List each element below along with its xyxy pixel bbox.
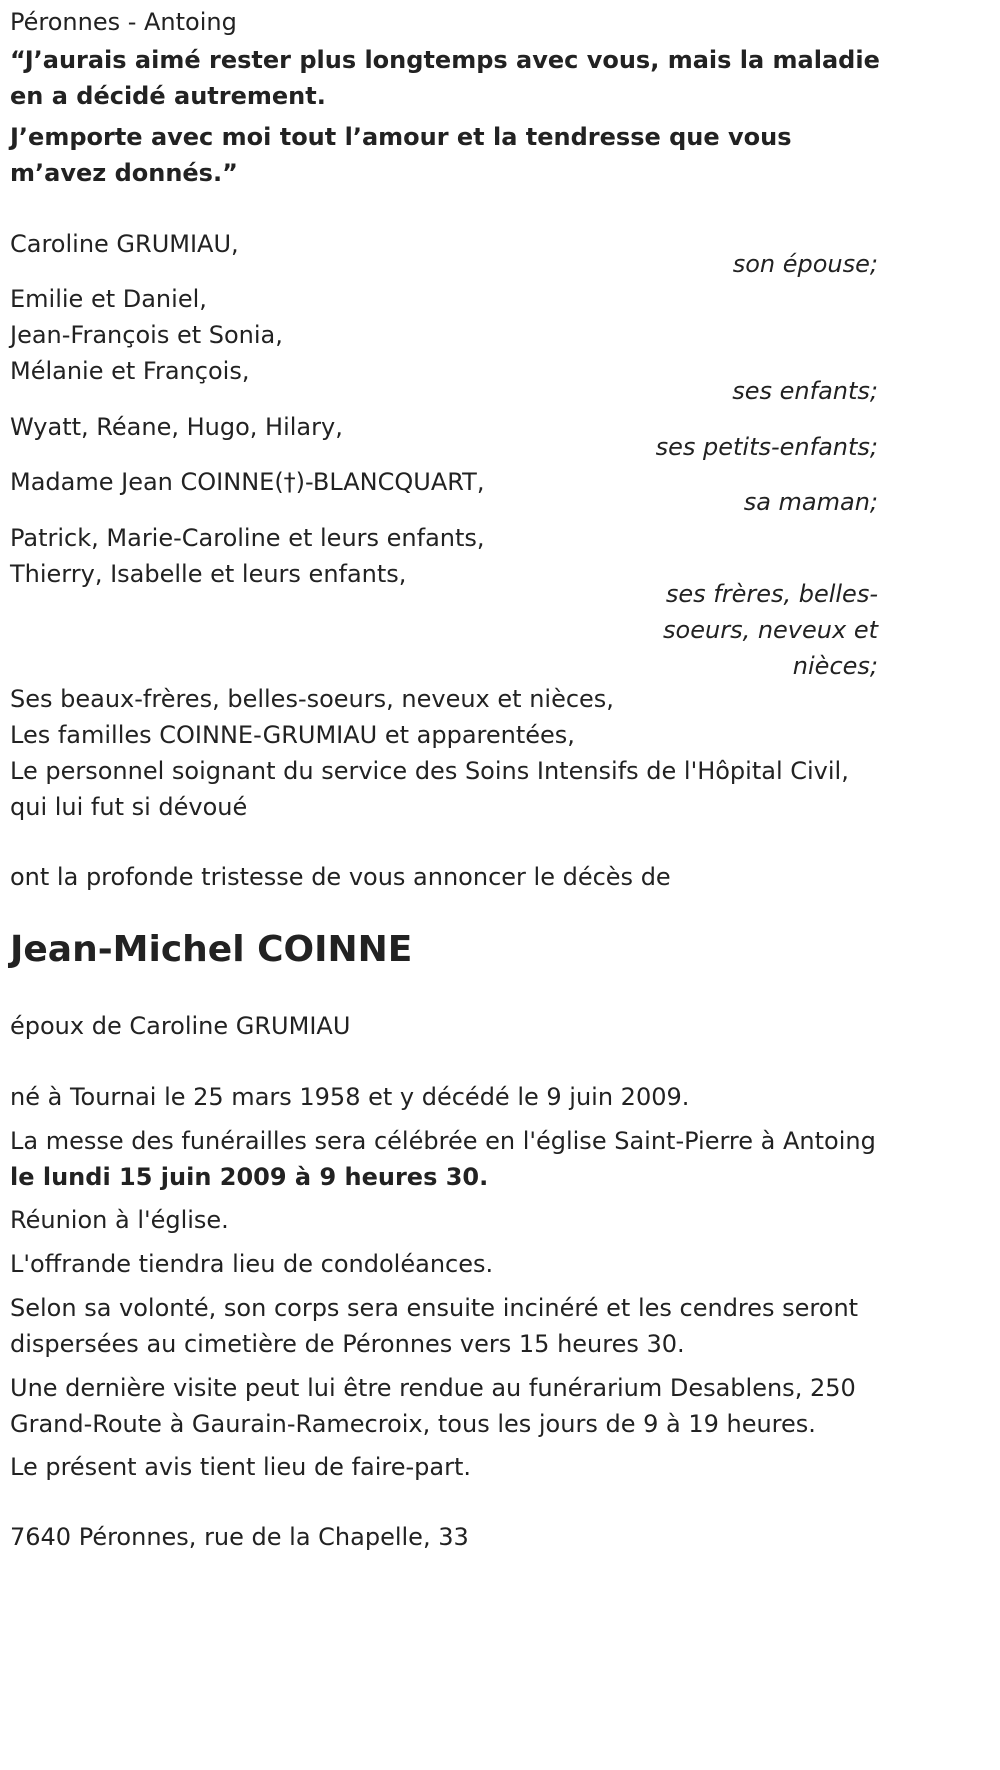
birth-death: né à Tournai le 25 mars 1958 et y décédé le 9 juin 2009.: [10, 1083, 690, 1111]
grandchildren-role: ses petits-enfants;: [655, 433, 878, 461]
sibling-2: Thierry, Isabelle et leurs enfants,: [10, 560, 407, 588]
children-role: ses enfants;: [732, 377, 878, 405]
mother-role: sa maman;: [743, 488, 878, 516]
funeral-date: le lundi 15 juin 2009 à 9 heures 30.: [10, 1163, 489, 1191]
cremation: Selon sa volonté, son corps sera ensuite incinéré et les cendres seront dispersées au cimetière de Péronnes vers 15 heures 30.: [10, 1294, 859, 1358]
address: 7640 Péronnes, rue de la Chapelle, 33: [10, 1523, 469, 1551]
funeral-mass: La messe des funérailles sera célébrée en l'église Saint-Pierre à Antoing: [10, 1127, 876, 1155]
child-2: Jean-François et Sonia,: [10, 321, 283, 349]
child-1: Emilie et Daniel,: [10, 285, 207, 313]
spouse-role: son épouse;: [732, 250, 878, 278]
quote-line-2: J’emporte avec moi tout l’amour et la tendresse que vous m’avez donnés.”: [10, 123, 792, 187]
child-3: Mélanie et François,: [10, 357, 250, 385]
care-staff: Le personnel soignant du service des Soins Intensifs de l'Hôpital Civil, qui lui fut si dévoué: [10, 757, 849, 821]
offering: L'offrande tiendra lieu de condoléances.: [10, 1250, 494, 1278]
meeting: Réunion à l'église.: [10, 1206, 229, 1234]
siblings-role: ses frères, belles-soeurs, neveux et nièces;: [663, 580, 878, 680]
announcement: ont la profonde tristesse de vous annoncer le décès de: [10, 863, 671, 891]
location-header: Péronnes - Antoing: [10, 8, 237, 36]
mother-name: Madame Jean COINNE(†)-BLANCQUART,: [10, 468, 485, 496]
other-family-2: Les familles COINNE-GRUMIAU et apparentées,: [10, 721, 575, 749]
deceased-name: Jean-Michel COINNE: [10, 929, 413, 970]
sibling-1: Patrick, Marie-Caroline et leurs enfants,: [10, 524, 485, 552]
visit: Une dernière visite peut lui être rendue au funérarium Desablens, 250 Grand-Route à Gaurain-Ramecroix, tous les jours de 9 à 19 heures.: [10, 1374, 856, 1438]
spouse-name: Caroline GRUMIAU,: [10, 230, 239, 258]
other-family-1: Ses beaux-frères, belles-soeurs, neveux et nièces,: [10, 685, 614, 713]
quote-line-1: “J’aurais aimé rester plus longtemps avec vous, mais la maladie en a décidé autrement.: [10, 46, 880, 110]
grandchildren-names: Wyatt, Réane, Hugo, Hilary,: [10, 413, 343, 441]
spouse-line: époux de Caroline GRUMIAU: [10, 1012, 351, 1040]
notice: Le présent avis tient lieu de faire-part.: [10, 1453, 472, 1481]
